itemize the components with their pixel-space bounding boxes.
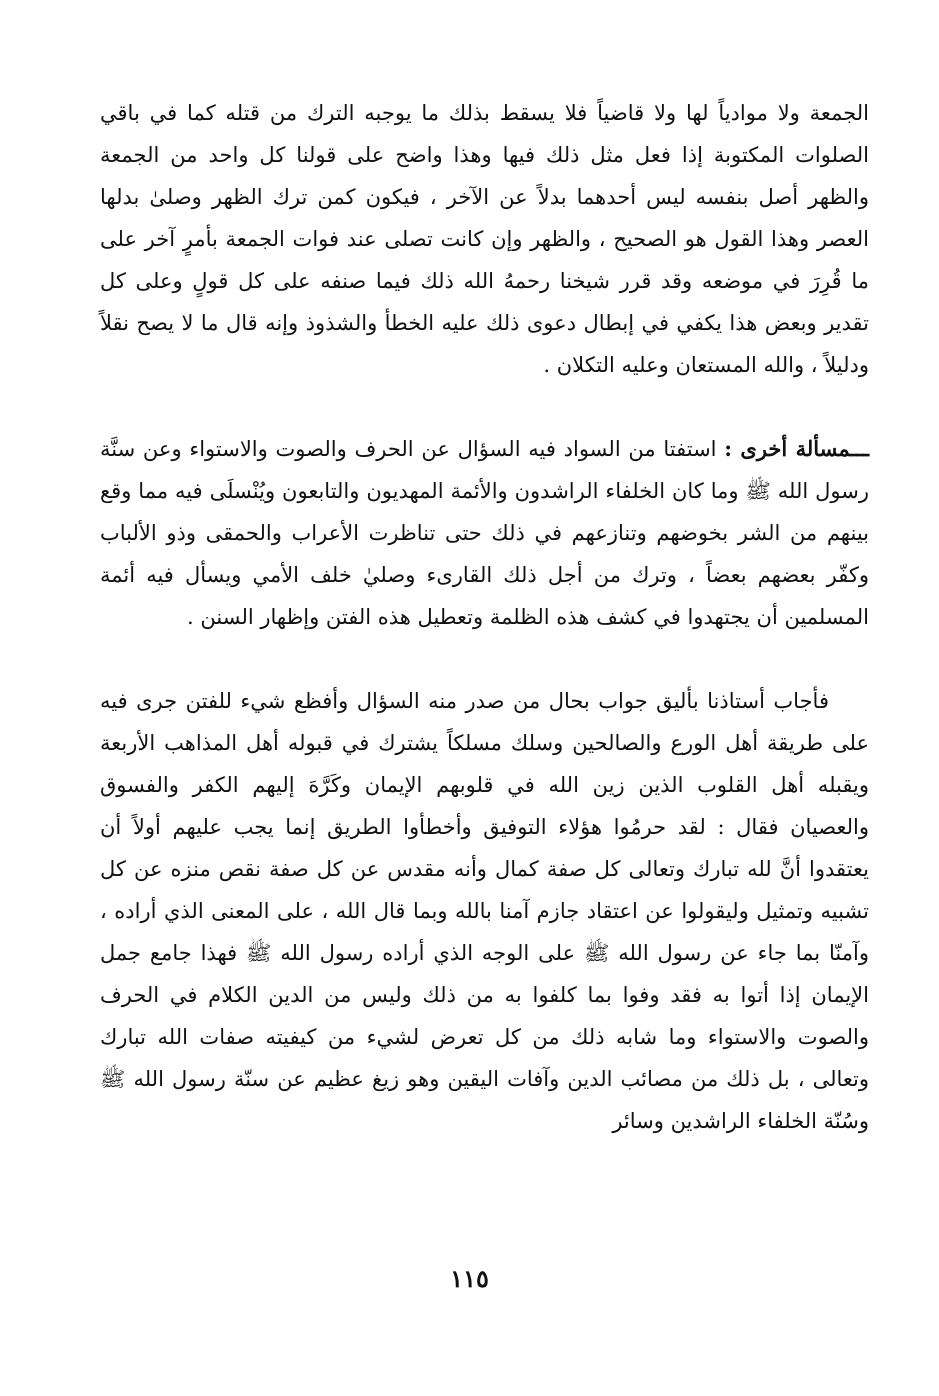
paragraph-answer: فأجاب أستاذنا بأليق جواب بحال من صدر منه السؤال وأفظع شيء للفتن جرى فيه على طريقة أهل الورع والصالحين وسلك مسلكاً يشترك في قبوله أهل المذاهب الأربعة ويقبله أهل القلوب الذين زين الله في قلوبهم الإيمان وكَرَّهَ إليهم الكفر والفسوق والعصيان فقال : لقد حرمُوا هؤلاء التوفيق وأخطأوا الطريق إنما يجب عليهم أولاً أن يعتقدوا أنَّ لله تبارك وتعالى كل صفة كمال وأنه مقدس عن كل صفة نقص منزه عن كل تشبيه وتمثيل وليقولوا عن اعتقاد جازم آمنا بالله وبما قال الله ، على المعنى الذي أراده ، وآمنّا بما جاء عن رسول الله ﷺ على الوجه الذي أراده رسول الله ﷺ فهذا جامع جمل الإيمان إذا أتوا به فقد وفوا بما كلفوا به من ذلك وليس من الدين الكلام في الحرف والصوت والاستواء وما شابه ذلك من كل تعرض لشيء من كيفيته صفات الله تبارك وتعالى ، بل ذلك من مصائب الدين وآفات اليقين وهو زيغ عظيم عن سنّة رسول الله ﷺ وسُنّة الخلفاء الراشدين وسائر [100,689,869,1133]
paragraph-another-issue [100,428,869,638]
issue-heading: ـــمسألة أخرى : [724,436,869,461]
issue-text: استفتا من السواد فيه السؤال عن الحرف والصوت والاستواء وعن سنَّة رسول الله ﷺ وما كان الخلفاء الراشدون والأئمة المهديون والتابعون ويُنْسلَى فيه مما وقع بينهم من الشر بخوضهم وتنازعهم في ذلك حتى تناظرت الأعراب والحمقى وذو الألباب وكفّر بعضهم بعضاً ، وترك من أجل ذلك القارىء وصليٰ خلف الأمي ويسأل فيه أئمة المسلمين أن يجتهدوا في كشف هذه الظلمة وتعطيل هذه الفتن وإظهار السنن . [100,437,869,629]
paragraph-friday-prayer: الجمعة ولا موادياً لها ولا قاضياً فلا يسقط بذلك ما يوجبه الترك من قتله كما في باقي الصلوات المكتوبة إذا فعل مثل ذلك فيها وهذا واضح على قولنا كل واحد من الجمعة والظهر أصل بنفسه ليس أحدهما بدلاً عن الآخر ، فيكون كمن ترك الظهر وصلىٰ بدلها العصر وهذا القول هو الصحيح ، والظهر وإن كانت تصلى عند فوات الجمعة بأمرٍ آخر على ما قُرِرَ في موضعه وقد قرر شيخنا رحمهُ الله ذلك فيما صنفه على كل قولٍ وعلى كل تقدير وبعض هذا يكفي في إبطال دعوى ذلك عليه الخطأ والشذوذ وإنه قال ما لا يصح نقلاً ودليلاً ، والله المستعان وعليه التكلان . [100,101,869,377]
page-number: ١١٥ [450,1264,489,1293]
